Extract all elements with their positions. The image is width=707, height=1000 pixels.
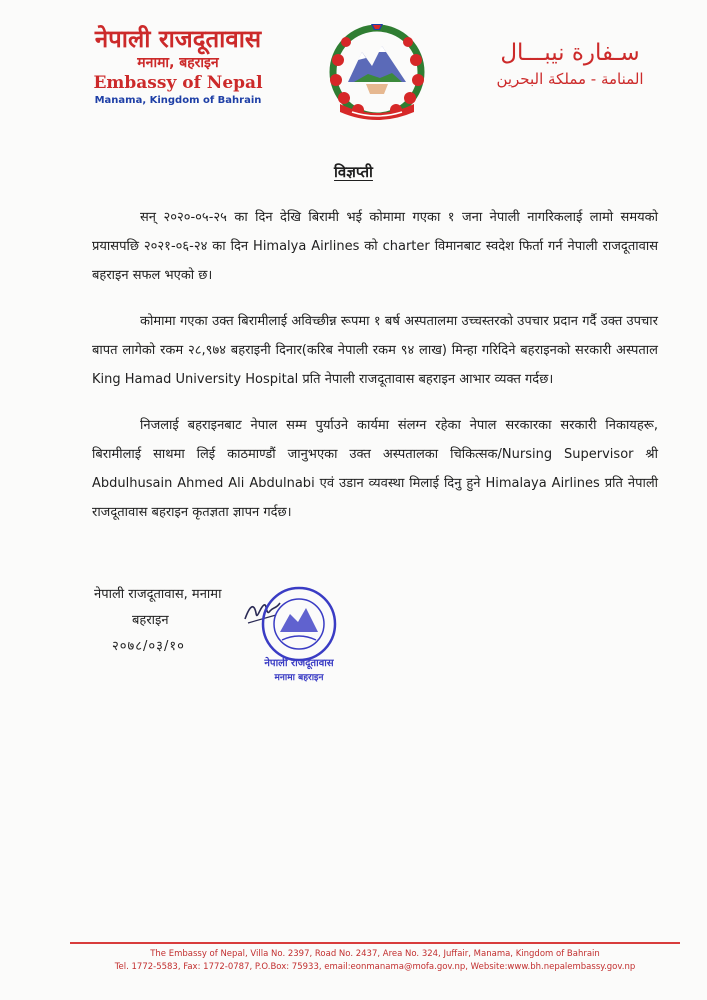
notice-title-text: विज्ञप्ती: [334, 163, 373, 181]
letterhead-right: [470, 38, 670, 90]
footer-contact: Tel. 1772-5583, Fax: 1772-0787, P.O.Box: 75933, email:eonmanama@mofa.gov.np, Website:www.bh.nepalembassy.gov.np: [114, 962, 636, 972]
paragraph-3: निजलाई बहराइनबाट नेपाल सम्म पुर्याउने कार्यमा संलग्न रहेका नेपाल सरकारका सरकारी निकायहरू, बिरामीलाई साथमा लिई काठमाण्डौं जानुभएका उक्त अस्पतालका चिकित्सक/Nursing Supervisor श्री Abdulhusain Ahmed Ali Abdulnabi एवं उडान व्यवस्था मिलाई दिनु हुने Himalaya Airlines प्रति नेपाली राजदूतावास बहराइन कृतज्ञता ज्ञापन गर्दछ।: [92, 418, 658, 520]
embassy-name-english: Embassy of Nepal: [93, 73, 263, 93]
embassy-city-nepali: मनामा, बहराइन: [137, 55, 219, 71]
nepal-coat-of-arms-icon: [318, 20, 436, 124]
footer-address: The Embassy of Nepal, Villa No. 2397, Road No. 2437, Area No. 324, Juffair, Manama, Kingdom of Bahrain: [150, 949, 600, 959]
signatory-country: बहराइन: [132, 613, 169, 628]
letterhead-left: [78, 24, 278, 107]
stamp-text-top: नेपाली राजदूतावास: [264, 658, 334, 669]
embassy-city-arabic: المنامة - مملكة البحرين: [496, 70, 644, 88]
footer-divider: [70, 942, 680, 944]
embassy-city-english: Manama, Kingdom of Bahrain: [94, 95, 262, 106]
letterhead: [0, 0, 707, 130]
clasped-hands: [366, 84, 388, 94]
signatory-office: नेपाली राजदूतावास, मनामा: [94, 587, 222, 602]
paragraph-2: कोमामा गएका उक्त बिरामीलाई अविच्छीन्न रूपमा १ बर्ष अस्पतालमा उच्चस्तरको उपचार प्रदान गर्दै उक्त उपचार बापत लागेको रकम २८,९७४ बहराइनी दिनार(करिब नेपाली रकम ९४ लाख) मिन्हा गरिदिने बहराइनको सरकारी अस्पताल King Hamad University Hospital प्रति नेपाली राजदूतावास बहराइन आभार व्यक्त गर्दछ।: [92, 314, 658, 387]
letterhead-footer: [70, 942, 680, 974]
paragraph-1: सन् २०२०-०५-२५ का दिन देखि बिरामी भई कोमामा गएका १ जना नेपाली नागरिकलाई लामो समयको प्रयासपछि २०२१-०६-२४ का दिन Himalya Airlines को charter विमानबाट स्वदेश फिर्ता गर्न नेपाली राजदूतावास बहराइन सफल भएको छ।: [92, 210, 658, 283]
embassy-name-arabic: سـفارة نيبـــال: [500, 40, 640, 66]
notice-body: [92, 203, 658, 544]
notice-title: [0, 162, 707, 182]
embassy-stamp-icon: [258, 582, 340, 686]
mountain-map: [348, 46, 406, 82]
stamp-text-bottom: मनामा बहराइन: [274, 673, 324, 683]
notice-date: २०७८/०३/१०: [112, 639, 185, 654]
embassy-name-nepali: नेपाली राजदूतावास: [94, 25, 262, 53]
